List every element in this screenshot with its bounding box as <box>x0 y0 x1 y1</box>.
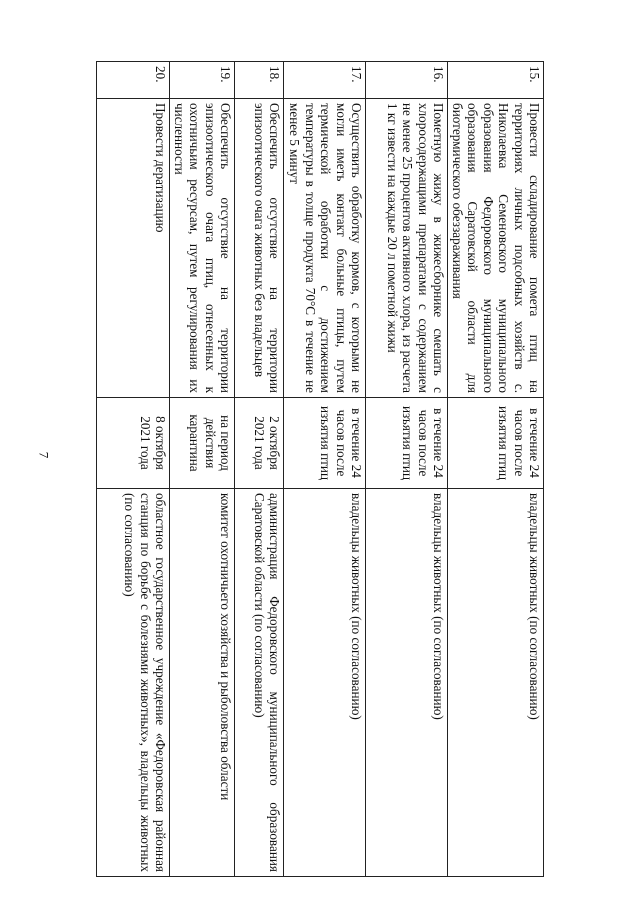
term-cell: в течение 24 часов после изъятия птиц <box>366 398 448 489</box>
row-number: 18. <box>235 62 284 99</box>
row-number: 20. <box>97 62 170 99</box>
responsible-cell: владельцы животных (по согласованию) <box>284 489 366 877</box>
row-number: 19. <box>170 62 235 99</box>
row-number: 15. <box>448 62 544 99</box>
responsible-cell: администрация Федоровского муниципального образования Саратовской области (по согласованию) <box>235 489 284 877</box>
rotated-table-wrapper <box>97 61 544 877</box>
table-row <box>284 62 366 877</box>
term-cell: в течение 24 часов после изъятия птиц <box>284 398 366 489</box>
action-cell: Осуществить обработку кормов, с которыми не могли иметь контакт больные птицы, путем термической обработки с достижением температуры в толще продукта 70°С в течение не менее 5 минут <box>284 99 366 398</box>
table-row <box>170 62 235 877</box>
table-row <box>366 62 448 877</box>
row-number: 16. <box>366 62 448 99</box>
responsible-cell: комитет охотничьего хозяйства и рыболовства области <box>170 489 235 877</box>
action-cell: Обеспечить отсутствие на территории эпизоотического очага птиц, отнесенных к охотничьим ресурсам, путем регулирования их численности <box>170 99 235 398</box>
action-cell: Провести дератизацию <box>97 99 170 398</box>
table-row <box>97 62 170 877</box>
responsible-cell: областное государственное учреждение «Федоровская районная станция по борьбе с болезнями животных», владельцы животных (по согласованию) <box>97 489 170 877</box>
page-number: 7 <box>36 451 52 459</box>
term-cell: в течение 24 часов после изъятия птиц <box>448 398 544 489</box>
action-cell: Пометную жижу в жижесборнике смешать с хлоросодержащими препаратами с содержанием не менее 25 процентов активного хлора, из расчета 1 кг извести на каждые 20 л пометной жижи <box>366 99 448 398</box>
term-cell: 2 октября 2021 года <box>235 398 284 489</box>
measures-table <box>96 61 544 877</box>
table-row <box>235 62 284 877</box>
table-row <box>448 62 544 877</box>
responsible-cell: владельцы животных (по согласованию) <box>448 489 544 877</box>
term-cell: 8 октября 2021 года <box>97 398 170 489</box>
row-number: 17. <box>284 62 366 99</box>
action-cell: Обеспечить отсутствие на территории эпизоотического очага животных без владельцев <box>235 99 284 398</box>
responsible-cell: владельцы животных (по согласованию) <box>366 489 448 877</box>
term-cell: на период действия карантина <box>170 398 235 489</box>
action-cell: Провести складирование помета птиц на территориях личных подсобных хозяйств с. Николаевка Семеновского муниципального образования Федоровского муниципального образования Саратовской области для биотермического обеззараживания <box>448 99 544 398</box>
